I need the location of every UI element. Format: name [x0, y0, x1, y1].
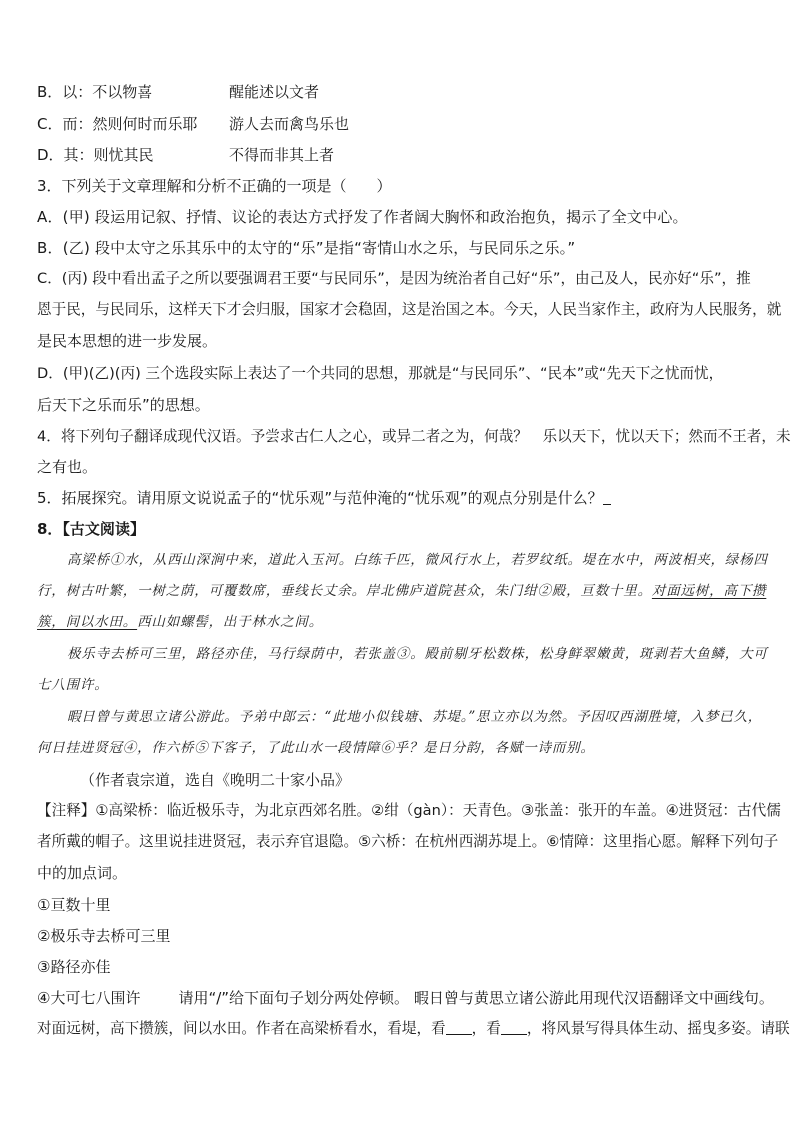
- passage-p2-line2: 七八围许。: [37, 677, 109, 693]
- q3-option-c-line2: 恩于民，与民同乐，这样天下才会归服，国家才会稳固，这是治国之本。今天，人民当家作主，政府为人民服务，就: [37, 301, 782, 318]
- option-c-right: 游人去而禽鸟乐也: [229, 115, 350, 133]
- answer-blank-1[interactable]: [446, 1020, 472, 1035]
- q3-option-d-line2: 后天下之乐而乐”的思想。: [37, 396, 210, 414]
- q3-option-d-line1: D．(甲)(乙)(丙) 三个选段实际上表达了一个共同的思想，那就是“与民同乐”、“民本”或“先天下之忧而忧，: [37, 365, 724, 382]
- word-item-3: ③路径亦佳: [37, 958, 111, 976]
- option-b-right: 醒能述以文者: [229, 83, 320, 101]
- q4-line1: 4．将下列句子翻译成现代汉语。予尝求古仁人之心，或异二者之为，何哉？ 乐以天下，忧以天下；然而不王者，未: [37, 428, 791, 445]
- notes-line1: 【注释】①高梁桥：临近极乐寺，为北京西郊名胜。②绀（gàn）：天青色。③张盖：张开的车盖。④进贤冠：古代儒: [37, 802, 781, 819]
- option-d-right: 不得而非其上者: [229, 146, 335, 164]
- option-c-row: [37, 114, 349, 134]
- underlined-sentence-part1: 对面远树，高下攒: [651, 583, 767, 599]
- passage-p1-line1: 高梁桥①水，从西山深涧中来，道此入玉河。白练千匹，微风行水上，若罗纹纸。堤在水中，两波相夹，绿杨四: [67, 552, 768, 568]
- passage-p1-line3-text: 西山如螺髻，出于林水之间。: [137, 614, 324, 630]
- passage-p1-line2: [37, 581, 766, 601]
- answer-blank-2[interactable]: [501, 1020, 527, 1035]
- notes-line3: 中的加点词。: [37, 864, 128, 882]
- word-item-1: ①亘数十里: [37, 896, 111, 914]
- word-item-2: ②极乐寺去桥可三里: [37, 927, 171, 945]
- word-item-4-row: [37, 988, 774, 1008]
- option-c-label: C．而：然则何时而乐耶: [37, 115, 198, 133]
- q3-option-a: A．(甲) 段运用记叙、抒情、议论的表达方式抒发了作者阔大胸怀和政治抱负，揭示了全文中心。: [37, 208, 688, 226]
- q5-answer-blank[interactable]: [603, 490, 611, 505]
- passage-p3-line1: 暇日曾与黄思立诸公游此。予弟中郎云：“此地小似钱塘、苏堤。”思立亦以为然。予因叹西湖胜境，入梦已久，: [67, 709, 763, 725]
- underlined-sentence-part2: 簇，间以水田。: [37, 614, 138, 630]
- q5-row: [37, 488, 611, 508]
- passage-p2-line1: 极乐寺去桥可三里，路径亦佳，马行绿荫中，若张盖③。殿前剔牙松数株，松身鲜翠嫩黄，斑剥若大鱼鳞，大可: [67, 646, 768, 662]
- task-b-text-2: ，看: [471, 1020, 501, 1037]
- q8-heading: 8．【古文阅读】: [37, 520, 145, 538]
- task-b-row: [37, 1019, 790, 1039]
- q4-line2: 之有也。: [37, 458, 98, 476]
- task-a-text: 请用“/”给下面句子划分两处停顿。 暇日曾与黄思立诸公游此用现代汉语翻译文中画线句。: [178, 989, 774, 1007]
- option-d-label: D．其：则忧其民: [37, 146, 154, 164]
- task-b-text-3: ，将风景写得具体生动、摇曳多姿。请联: [526, 1020, 790, 1037]
- q3-option-c-line1: C．(丙) 段中看出孟子之所以要强调君王要“与民同乐”，是因为统治者自己好“乐”，由己及人，民亦好“乐”，推: [37, 270, 751, 287]
- passage-p3-line2: 何日挂进贤冠④，作六桥⑤下客子，了此山水一段情障⑥乎？是日分韵，各赋一诗而别。: [37, 740, 595, 756]
- word-item-4: ④大可七八围许: [37, 989, 141, 1007]
- q3-option-b: B．(乙) 段中太守之乐其乐中的太守的“乐”是指“寄情山水之乐，与民同乐之乐。”: [37, 239, 576, 257]
- q5-text: 5．拓展探究。请用原文说说孟子的“忧乐观”与范仲淹的“忧乐观”的观点分别是什么？: [37, 489, 603, 507]
- option-b-label: B．以：不以物喜: [37, 83, 153, 101]
- task-b-text-1: 对面远树，高下攒簇，间以水田。作者在高梁桥看水，看堤，看: [37, 1020, 446, 1037]
- passage-source: （作者袁宗道，选自《晚明二十家小品》: [80, 771, 351, 789]
- option-b-row: [37, 82, 319, 102]
- passage-p1-line2-text: 行，树古叶繁，一树之荫，可覆数席，垂线长丈余。岸北佛庐道院甚众，朱门绀②殿，亘数十里。: [37, 583, 652, 599]
- q3-option-c-line3: 是民本思想的进一步发展。: [37, 332, 218, 350]
- q3-stem: 3．下列关于文章理解和分析不正确的一项是（ ）: [37, 177, 392, 195]
- option-d-row: [37, 145, 334, 165]
- passage-p1-line3: [37, 612, 323, 632]
- notes-line2: 者所戴的帽子。这里说挂进贤冠，表示弃官退隐。⑤六桥：在杭州西湖苏堤上。⑥情障：这里指心愿。解释下列句子: [37, 833, 779, 850]
